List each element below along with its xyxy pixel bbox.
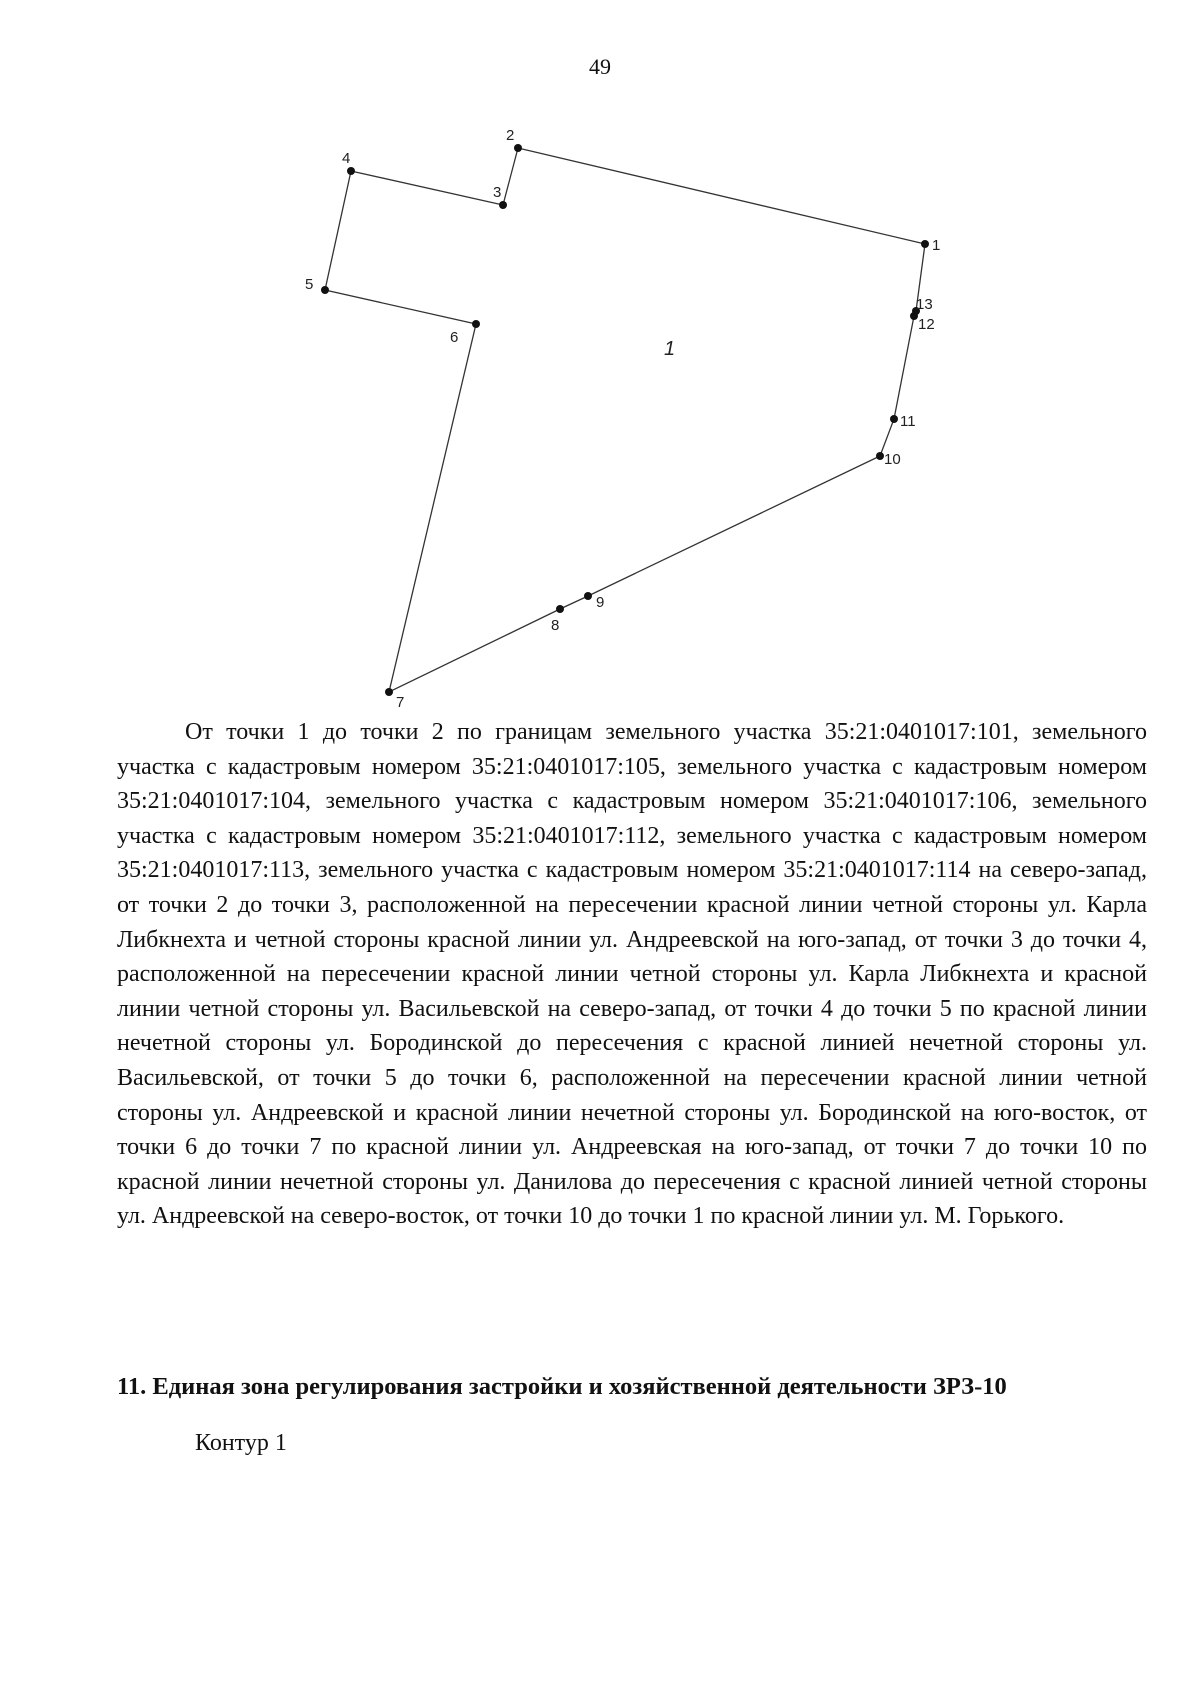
zone-label: 1 (664, 338, 676, 360)
vertex-6 (472, 320, 480, 328)
vertex-4 (347, 167, 355, 175)
vertex-labels (305, 127, 940, 711)
page-number: 49 (589, 54, 611, 79)
vertex-2 (514, 144, 522, 152)
vertex-7 (385, 688, 393, 696)
vertex-label-9: 9 (596, 594, 605, 611)
vertex-label-6: 6 (450, 329, 459, 346)
vertex-10 (876, 452, 884, 460)
section-title: 11. Единая зона регулирования застройки и хозяйственной деятельности ЗРЗ-10 (117, 1373, 1007, 1400)
boundary-vertices (321, 144, 929, 696)
vertex-label-4: 4 (342, 150, 351, 167)
vertex-label-5: 5 (305, 276, 314, 293)
boundary-description: От точки 1 до точки 2 по границам земельного участка 35:21:0401017:101, земельного участка с кадастровым номером 35:21:0401017:105, земельного участка с кадастровым номером 35:21:0401017:104, земельного участка с кадастровым номером 35:21:0401017:106, земельного участка с кадастровым номером 35:21:0401017:112, земельного участка с кадастровым номером 35:21:0401017:113, земельного участка с кадастровым номером 35:21:0401017:114 на северо-запад, от точки 2 до точки 3, расположенной на пересечении красной линии четной стороны ул. Карла Либкнехта и четной стороны красной линии ул. Андреевской на юго-запад, от точки 3 до точки 4, расположенной на пересечении красной линии четной стороны ул. Карла Либкнехта и красной линии четной стороны ул. Васильевской на северо-запад, от точки 4 до точки 5 по красной линии нечетной стороны ул. Бородинской до пересечения с красной линией нечетной стороны ул. Васильевской, от точки 5 до точки 6, расположенной на пересечении красной линии четной стороны ул. Андреевской и красной линии нечетной стороны ул. Бородинской на юго-восток, от точки 6 до точки 7 по красной линии ул. Андреевская на юго-запад, от точки 7 до точки 10 по красной линии нечетной стороны ул. Данилова до пересечения с красной линией четной стороны ул. Андреевской на северо-восток, от точки 10 до точки 1 по красной линии ул. М. Горького. (117, 719, 1147, 1230)
vertex-label-1: 1 (932, 237, 941, 254)
vertex-label-2: 2 (506, 127, 515, 144)
vertex-label-12: 12 (918, 316, 935, 333)
vertex-1 (921, 240, 929, 248)
boundary-polygon (325, 148, 925, 692)
vertex-label-7: 7 (396, 694, 405, 711)
vertex-label-10: 10 (884, 451, 901, 468)
vertex-3 (499, 201, 507, 209)
contour-label: Контур 1 (195, 1430, 287, 1456)
vertex-label-11: 11 (900, 413, 916, 430)
vertex-11 (890, 415, 898, 423)
vertex-label-3: 3 (493, 184, 502, 201)
vertex-5 (321, 286, 329, 294)
boundary-plan (0, 0, 1200, 720)
vertex-8 (556, 605, 564, 613)
vertex-label-8: 8 (551, 617, 560, 634)
vertex-9 (584, 592, 592, 600)
vertex-label-13: 13 (916, 296, 933, 313)
